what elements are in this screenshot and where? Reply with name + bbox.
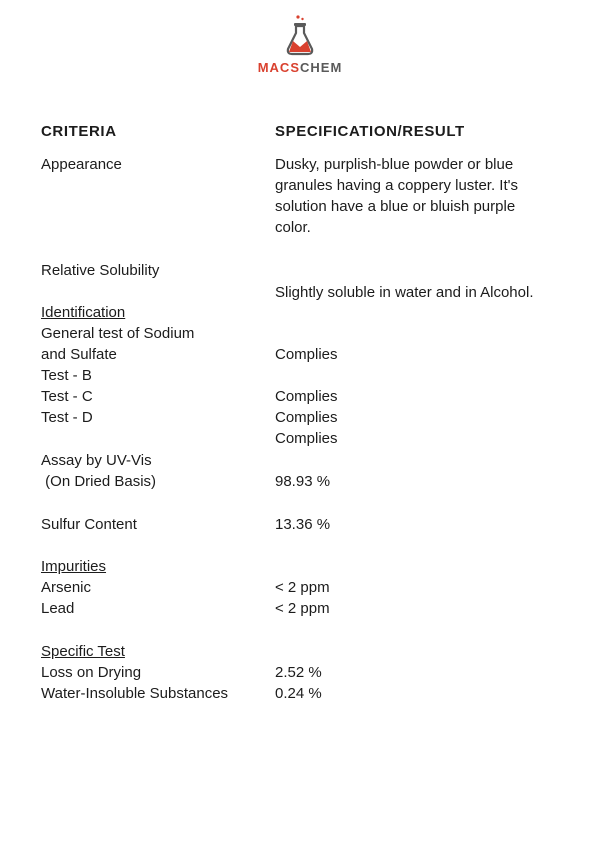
- lead-label: Lead: [41, 600, 75, 617]
- specification-header: SPECIFICATION/RESULT: [275, 123, 465, 140]
- arsenic-value: < 2 ppm: [275, 579, 330, 596]
- appearance-label: Appearance: [41, 156, 122, 173]
- test-c-label: Test - C: [41, 388, 93, 405]
- assay-label-1: Assay by UV-Vis: [41, 452, 152, 469]
- identification-value-2: Complies: [275, 388, 338, 405]
- assay-value: 98.93 %: [275, 473, 331, 490]
- macschem-logo: [0, 14, 600, 75]
- arsenic-label: Arsenic: [41, 579, 92, 596]
- sulfur-label: Sulfur Content: [41, 516, 137, 533]
- brand-part-macs: MACS: [257, 60, 300, 75]
- solubility-value: Slightly soluble in water and in Alcohol.: [275, 284, 534, 301]
- flask-logo-icon: [283, 14, 317, 58]
- assay-label-2: (On Dried Basis): [41, 473, 157, 490]
- identification-heading: Identification: [41, 304, 126, 321]
- identification-value-1: Complies: [275, 346, 338, 363]
- identification-value-3: Complies: [275, 409, 338, 426]
- solubility-label: Relative Solubility: [41, 262, 160, 279]
- impurities-heading: Impurities: [41, 558, 107, 575]
- water-insoluble-label: Water-Insoluble Substances: [41, 685, 229, 702]
- identification-value-4: Complies: [275, 430, 338, 447]
- water-insoluble-value: 0.24 %: [275, 685, 322, 702]
- identification-label-1: General test of Sodium: [41, 325, 195, 342]
- lead-value: < 2 ppm: [275, 600, 330, 617]
- loss-on-drying-value: 2.52 %: [275, 664, 322, 681]
- brand-part-chem: CHEM: [300, 60, 343, 75]
- identification-label-2: and Sulfate: [41, 346, 117, 363]
- specific-test-heading: Specific Test: [41, 643, 125, 660]
- test-d-label: Test - D: [41, 409, 93, 426]
- brand-name: [0, 60, 600, 75]
- loss-on-drying-label: Loss on Drying: [41, 664, 142, 681]
- sulfur-value: 13.36 %: [275, 516, 331, 533]
- appearance-value: Dusky, purplish-blue powder or blue granules having a coppery luster. It's solution have a blue or bluish purple color.: [275, 156, 519, 236]
- test-b-label: Test - B: [41, 367, 92, 384]
- criteria-header: CRITERIA: [41, 123, 117, 140]
